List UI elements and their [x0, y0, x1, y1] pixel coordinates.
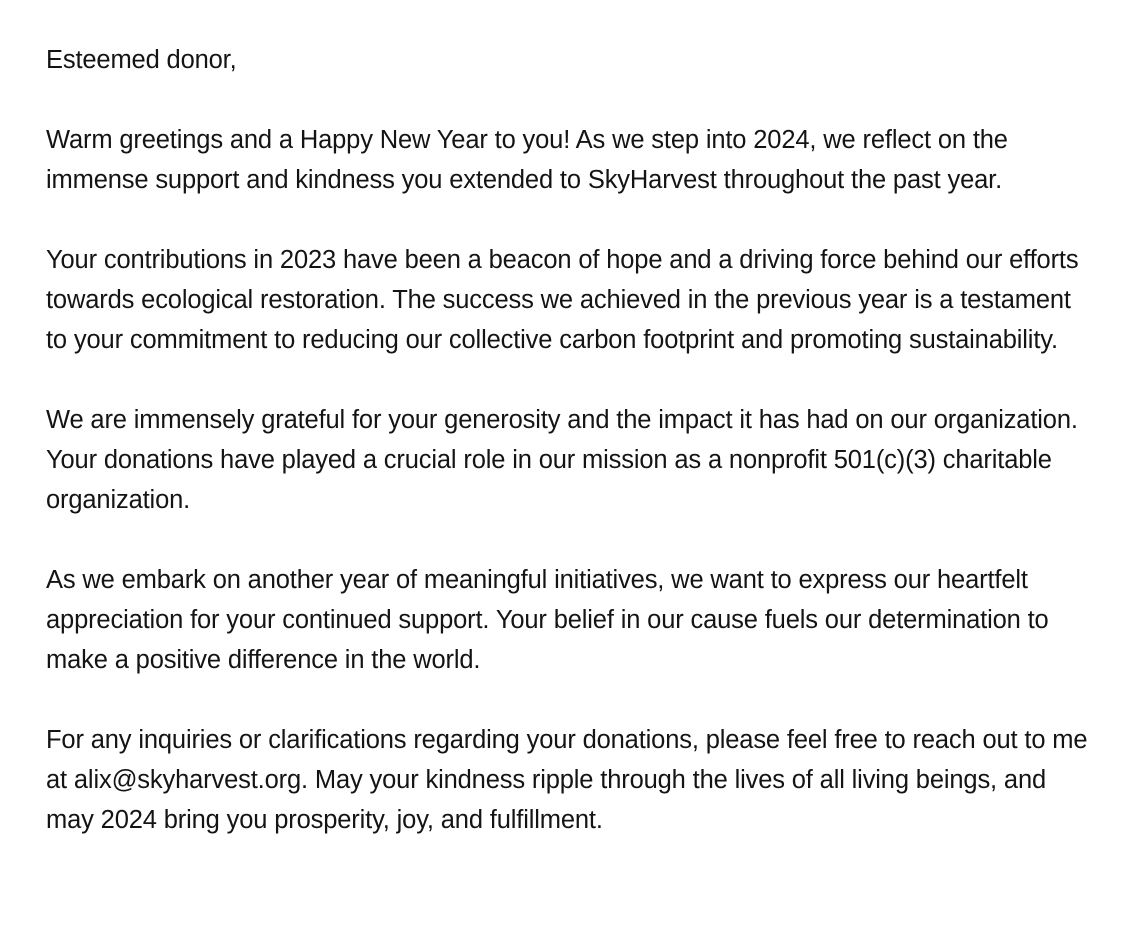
- paragraph-appreciation: As we embark on another year of meaningful initiatives, we want to express our heartfelt appreciation for your continued support. Your belief in our cause fuels our determination to make a positive difference in the world.: [46, 566, 1049, 674]
- paragraph-contributions: Your contributions in 2023 have been a beacon of hope and a driving force behind our efforts towards ecological restoration. The success we achieved in the previous year is a testament to your commitment to reducing our collective carbon footprint and promoting sustainability.: [46, 246, 1079, 354]
- letter-body: [46, 40, 1096, 840]
- paragraph-new-year-greeting: Warm greetings and a Happy New Year to you! As we step into 2024, we reflect on the immense support and kindness you extended to SkyHarvest throughout the past year.: [46, 126, 1008, 194]
- paragraph-gratitude: We are immensely grateful for your generosity and the impact it has had on our organization. Your donations have played a crucial role in our mission as a nonprofit 501(c)(3) charitable organization.: [46, 406, 1078, 514]
- salutation: Esteemed donor,: [46, 46, 237, 74]
- paragraph-contact: For any inquiries or clarifications regarding your donations, please feel free to reach out to me at alix@skyharvest.org. May your kindness ripple through the lives of all living beings, and may 2024 bring you prosperity, joy, and fulfillment.: [46, 726, 1088, 834]
